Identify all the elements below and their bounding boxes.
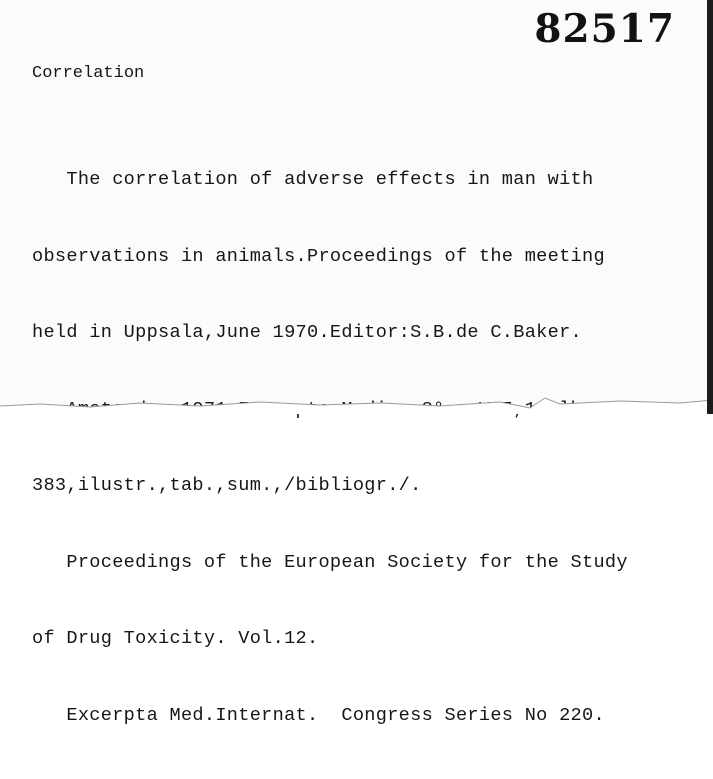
card-heading: Correlation — [32, 64, 145, 83]
card-line: observations in animals.Proceedings of the meeting — [32, 245, 605, 267]
torn-bottom-edge — [0, 384, 713, 414]
card-line: of Drug Toxicity. Vol.12. — [32, 628, 319, 649]
card-line: The correlation of adverse effects in man with — [32, 169, 594, 190]
card-body — [32, 116, 628, 779]
card-line: Excerpta Med.Internat. Congress Series No 220. — [32, 704, 605, 726]
card-line: held in Uppsala,June 1970.Editor:S.B.de C.Baker. — [32, 322, 582, 343]
card-line: Proceedings of the European Society for the Study — [32, 551, 628, 573]
card-line: 383,ilustr.,tab.,sum.,/bibliogr./. — [32, 475, 422, 496]
card-number: 82517 — [534, 6, 675, 52]
